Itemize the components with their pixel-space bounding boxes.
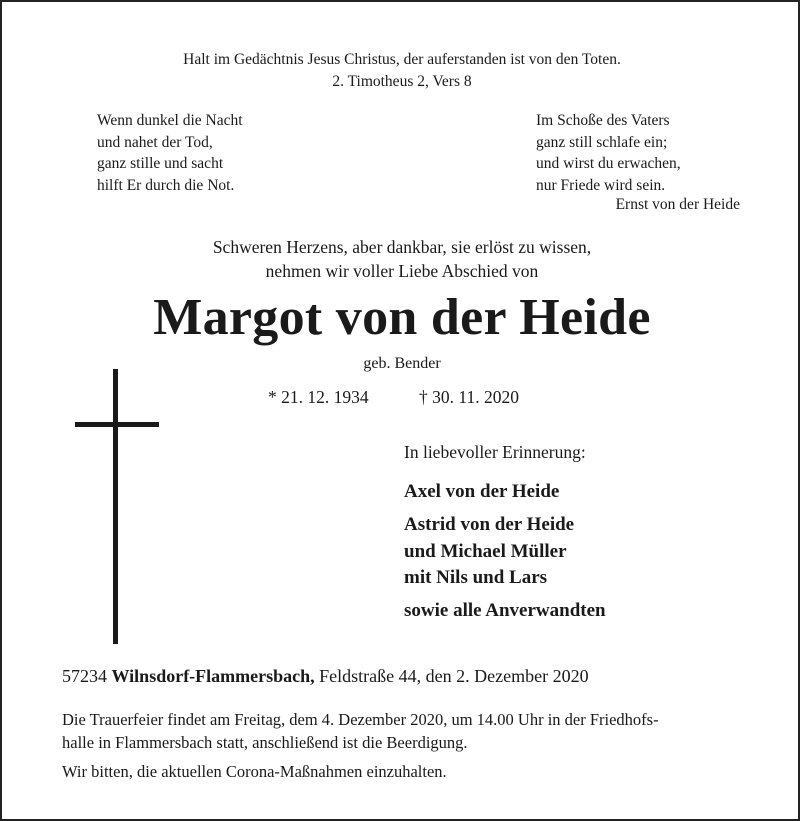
birth-name: geb. Bender bbox=[363, 355, 441, 372]
poem-line: nur Friede wird sein. bbox=[536, 176, 666, 194]
place-name: Wilnsdorf-Flammersbach, bbox=[111, 666, 315, 686]
poem-line: und wirst du erwachen, bbox=[536, 155, 681, 172]
poem-line: Wenn dunkel die Nacht bbox=[97, 112, 243, 129]
funeral-line: halle in Flammersbach statt, anschließend ist die Beerdigung. bbox=[62, 733, 468, 752]
poem-line: hilft Er durch die Not. bbox=[97, 176, 235, 194]
mourner-name: sowie alle Anverwandten bbox=[404, 600, 606, 621]
mourner-name: Astrid von der Heide bbox=[404, 514, 575, 535]
deceased-name: Margot von der Heide bbox=[153, 289, 651, 346]
funeral-line: Die Trauerfeier findet am Freitag, dem 4. Dezember 2020, um 14.00 Uhr in der Friedhofs- bbox=[62, 710, 659, 729]
poem-line: Im Schoße des Vaters bbox=[536, 112, 670, 129]
intro-line: nehmen wir voller Liebe Abschied von bbox=[265, 261, 539, 281]
bible-verse-reference: 2. Timotheus 2, Vers 8 bbox=[332, 73, 472, 90]
death-date: † 30. 11. 2020 bbox=[419, 387, 519, 407]
memory-label: In liebevoller Erinnerung: bbox=[404, 442, 586, 462]
poem-author: Ernst von der Heide bbox=[615, 196, 740, 213]
poem-line: ganz still schlafe ein; bbox=[536, 133, 668, 151]
bible-verse-text: Halt im Gedächtnis Jesus Christus, der auferstanden ist von den Toten. bbox=[183, 51, 621, 68]
birth-date: * 21. 12. 1934 bbox=[268, 387, 369, 407]
bible-verse bbox=[2, 49, 800, 93]
mourner-name: und Michael Müller bbox=[404, 541, 567, 562]
intro-text bbox=[2, 235, 800, 283]
mourner-name: Axel von der Heide bbox=[404, 481, 560, 502]
address-line bbox=[62, 666, 589, 687]
funeral-info bbox=[62, 708, 659, 754]
street-and-date: Feldstraße 44, den 2. Dezember 2020 bbox=[319, 666, 589, 686]
poem-left bbox=[97, 110, 243, 196]
poem-line: und nahet der Tod, bbox=[97, 133, 213, 151]
corona-note: Wir bitten, die aktuellen Corona-Maßnahmen einzuhalten. bbox=[62, 762, 447, 781]
mourner-name: mit Nils und Lars bbox=[404, 567, 548, 588]
intro-line: Schweren Herzens, aber dankbar, sie erlöst zu wissen, bbox=[212, 237, 592, 257]
postcode: 57234 bbox=[62, 666, 107, 686]
poem-right bbox=[536, 110, 681, 196]
poem-line: ganz stille und sacht bbox=[97, 155, 224, 172]
